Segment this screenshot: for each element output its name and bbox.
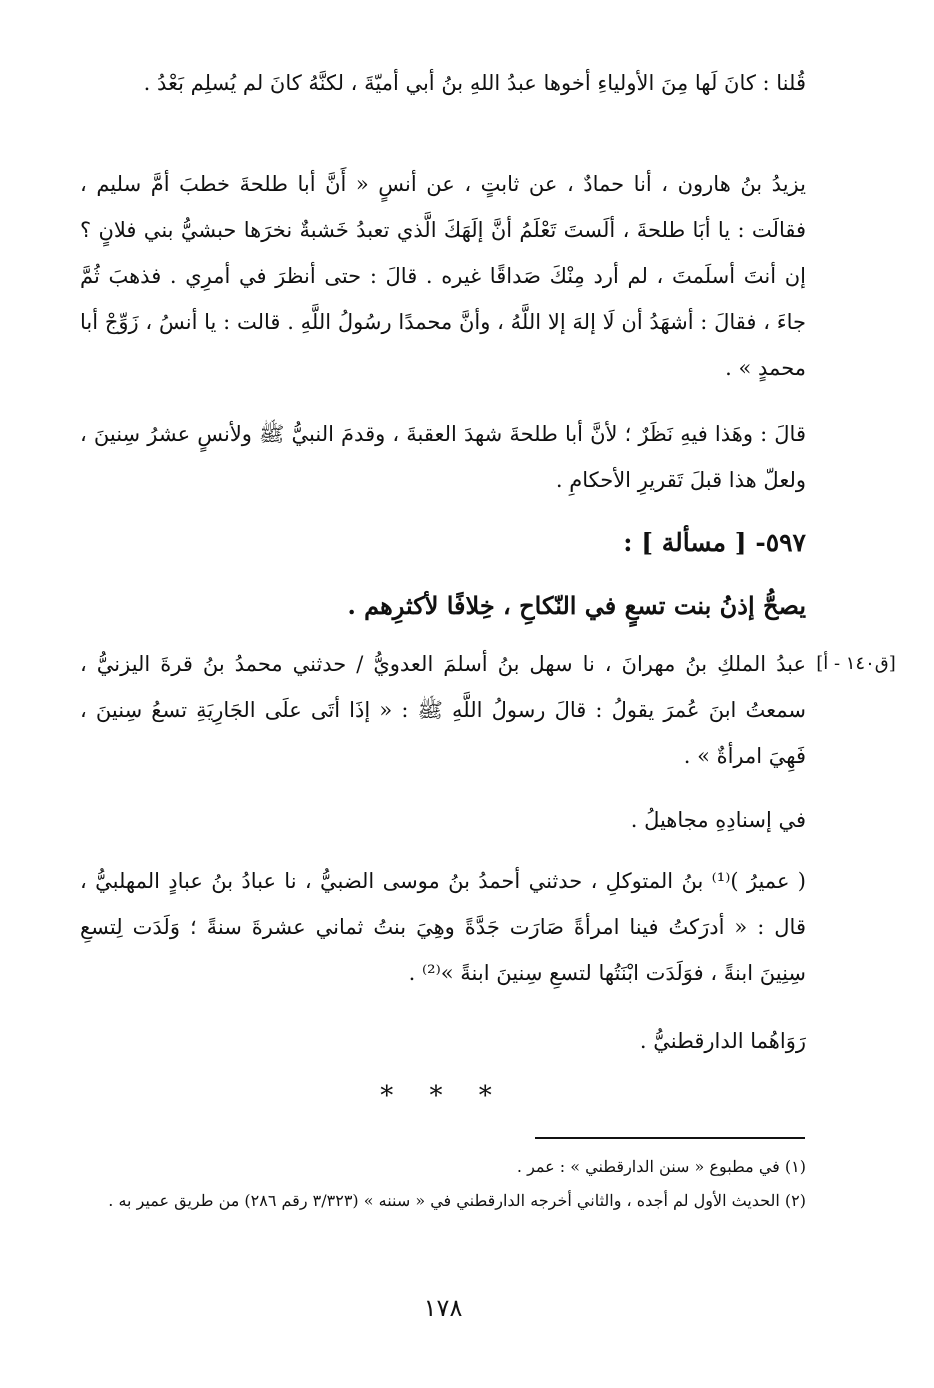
section-ornament: * * * (380, 1081, 506, 1111)
masala-ruling: يصحُّ إذنُ بنت تسعٍ في النّكاحِ ، خِلافًا لأكثرِهم . (347, 591, 806, 620)
paragraph-answer: قُلنا : كانَ لَها مِنَ الأولياءِ أخوها عبدُ اللهِ بنُ أبي أميّةَ ، لكنَّهُ كانَ لم يُسلِم بَعْدُ . (143, 71, 806, 95)
paragraph-isnad-note: في إسنادِهِ مجاهيلُ . (630, 808, 806, 832)
footnote-1: (١) في مطبوع « سنن الدارقطني » : عمر . (516, 1157, 806, 1176)
page-number: ١٧٨ (423, 1294, 463, 1322)
paragraph-athar-umair: ( عميرُ )⁽¹⁾ بنُ المتوكلِ ، حدثني أحمدُ بنُ موسى الضبيُّ ، نا عبادُ بنُ عبادٍ المهلبيُّ ، قال : « أدرَكتُ فينا امرأةً صَارَت جَدَّةً وهِيَ بنتُ ثماني عشرةَ سنةً ؛ وَلَدَت لِتسعِ سِنِينَ ابنةً ، فوَلَدَت ابْنَتُها لتسعِ سِنينَ ابنةً »⁽²⁾ . (80, 869, 806, 985)
paragraph-commentary: قالَ : وهَذا فيهِ نَظَرٌ ؛ لأنَّ أبا طلحةَ شهدَ العقبةَ ، وقدمَ النبيُّ ﷺ ولأنسٍ عشرُ سِنينَ ، ولعلّ هذا قبلَ تَقريرِ الأحكامِ . (80, 422, 806, 492)
footnote-2: (٢) الحديث الأول لم أجده ، والثاني أخرجه الدارقطني في « سننه » (٣/٣٢٣ رقم ٢٨٦) من طريق عمير به . (108, 1191, 806, 1210)
paragraph-hadith-ibn-umar: عبدُ الملكِ بنُ مهرانَ ، نا سهل بنُ أسلمَ العدويُّ / حدثني محمدُ بنُ قرةَ اليزنيُّ ، سمعتُ ابنَ عُمرَ يقولُ : قالَ رسولُ اللَّهِ ﷺ : « إذَا أتَى علَى الجَارِيَةِ تسعُ سِنينَ ، فَهِيَ امرأةٌ » . (80, 652, 806, 768)
masala-heading: ٥٩٧- [ مسألة ] : (623, 528, 806, 557)
paragraph-hadith-anas: يزيدُ بنُ هارون ، أنا حمادٌ ، عن ثابتٍ ، عن أنسٍ « أَنَّ أبا طلحةَ خطبَ أمَّ سليم ، فقالَت : يا أبَا طلحةَ ، ألَستَ تَعْلَمُ أنَّ إلَهَكَ الَّذي تعبدُ خَشبةٌ نخرَها حبشيُّ بني فلانٍ ؟ إن أنتَ أسلَمتَ ، لم أرد مِنْكَ صَداقًا غيره . قالَ : حتى أنظرَ في أمرِي . فذهبَ ثُمَّ جاءَ ، فقالَ : أشهَدُ أن لَا إلهَ إلا اللَّهُ ، وأنَّ محمدًا رسُولُ اللَّهِ . قالت : يا أنسُ ، زَوِّجْ أبا محمدٍ » . (80, 172, 806, 380)
footnote-separator (535, 1137, 805, 1139)
manuscript-folio-marker: [ق١٤٠ - أ] (816, 653, 896, 674)
paragraph-attribution: رَوَاهُما الدارقطنيُّ . (639, 1029, 806, 1053)
